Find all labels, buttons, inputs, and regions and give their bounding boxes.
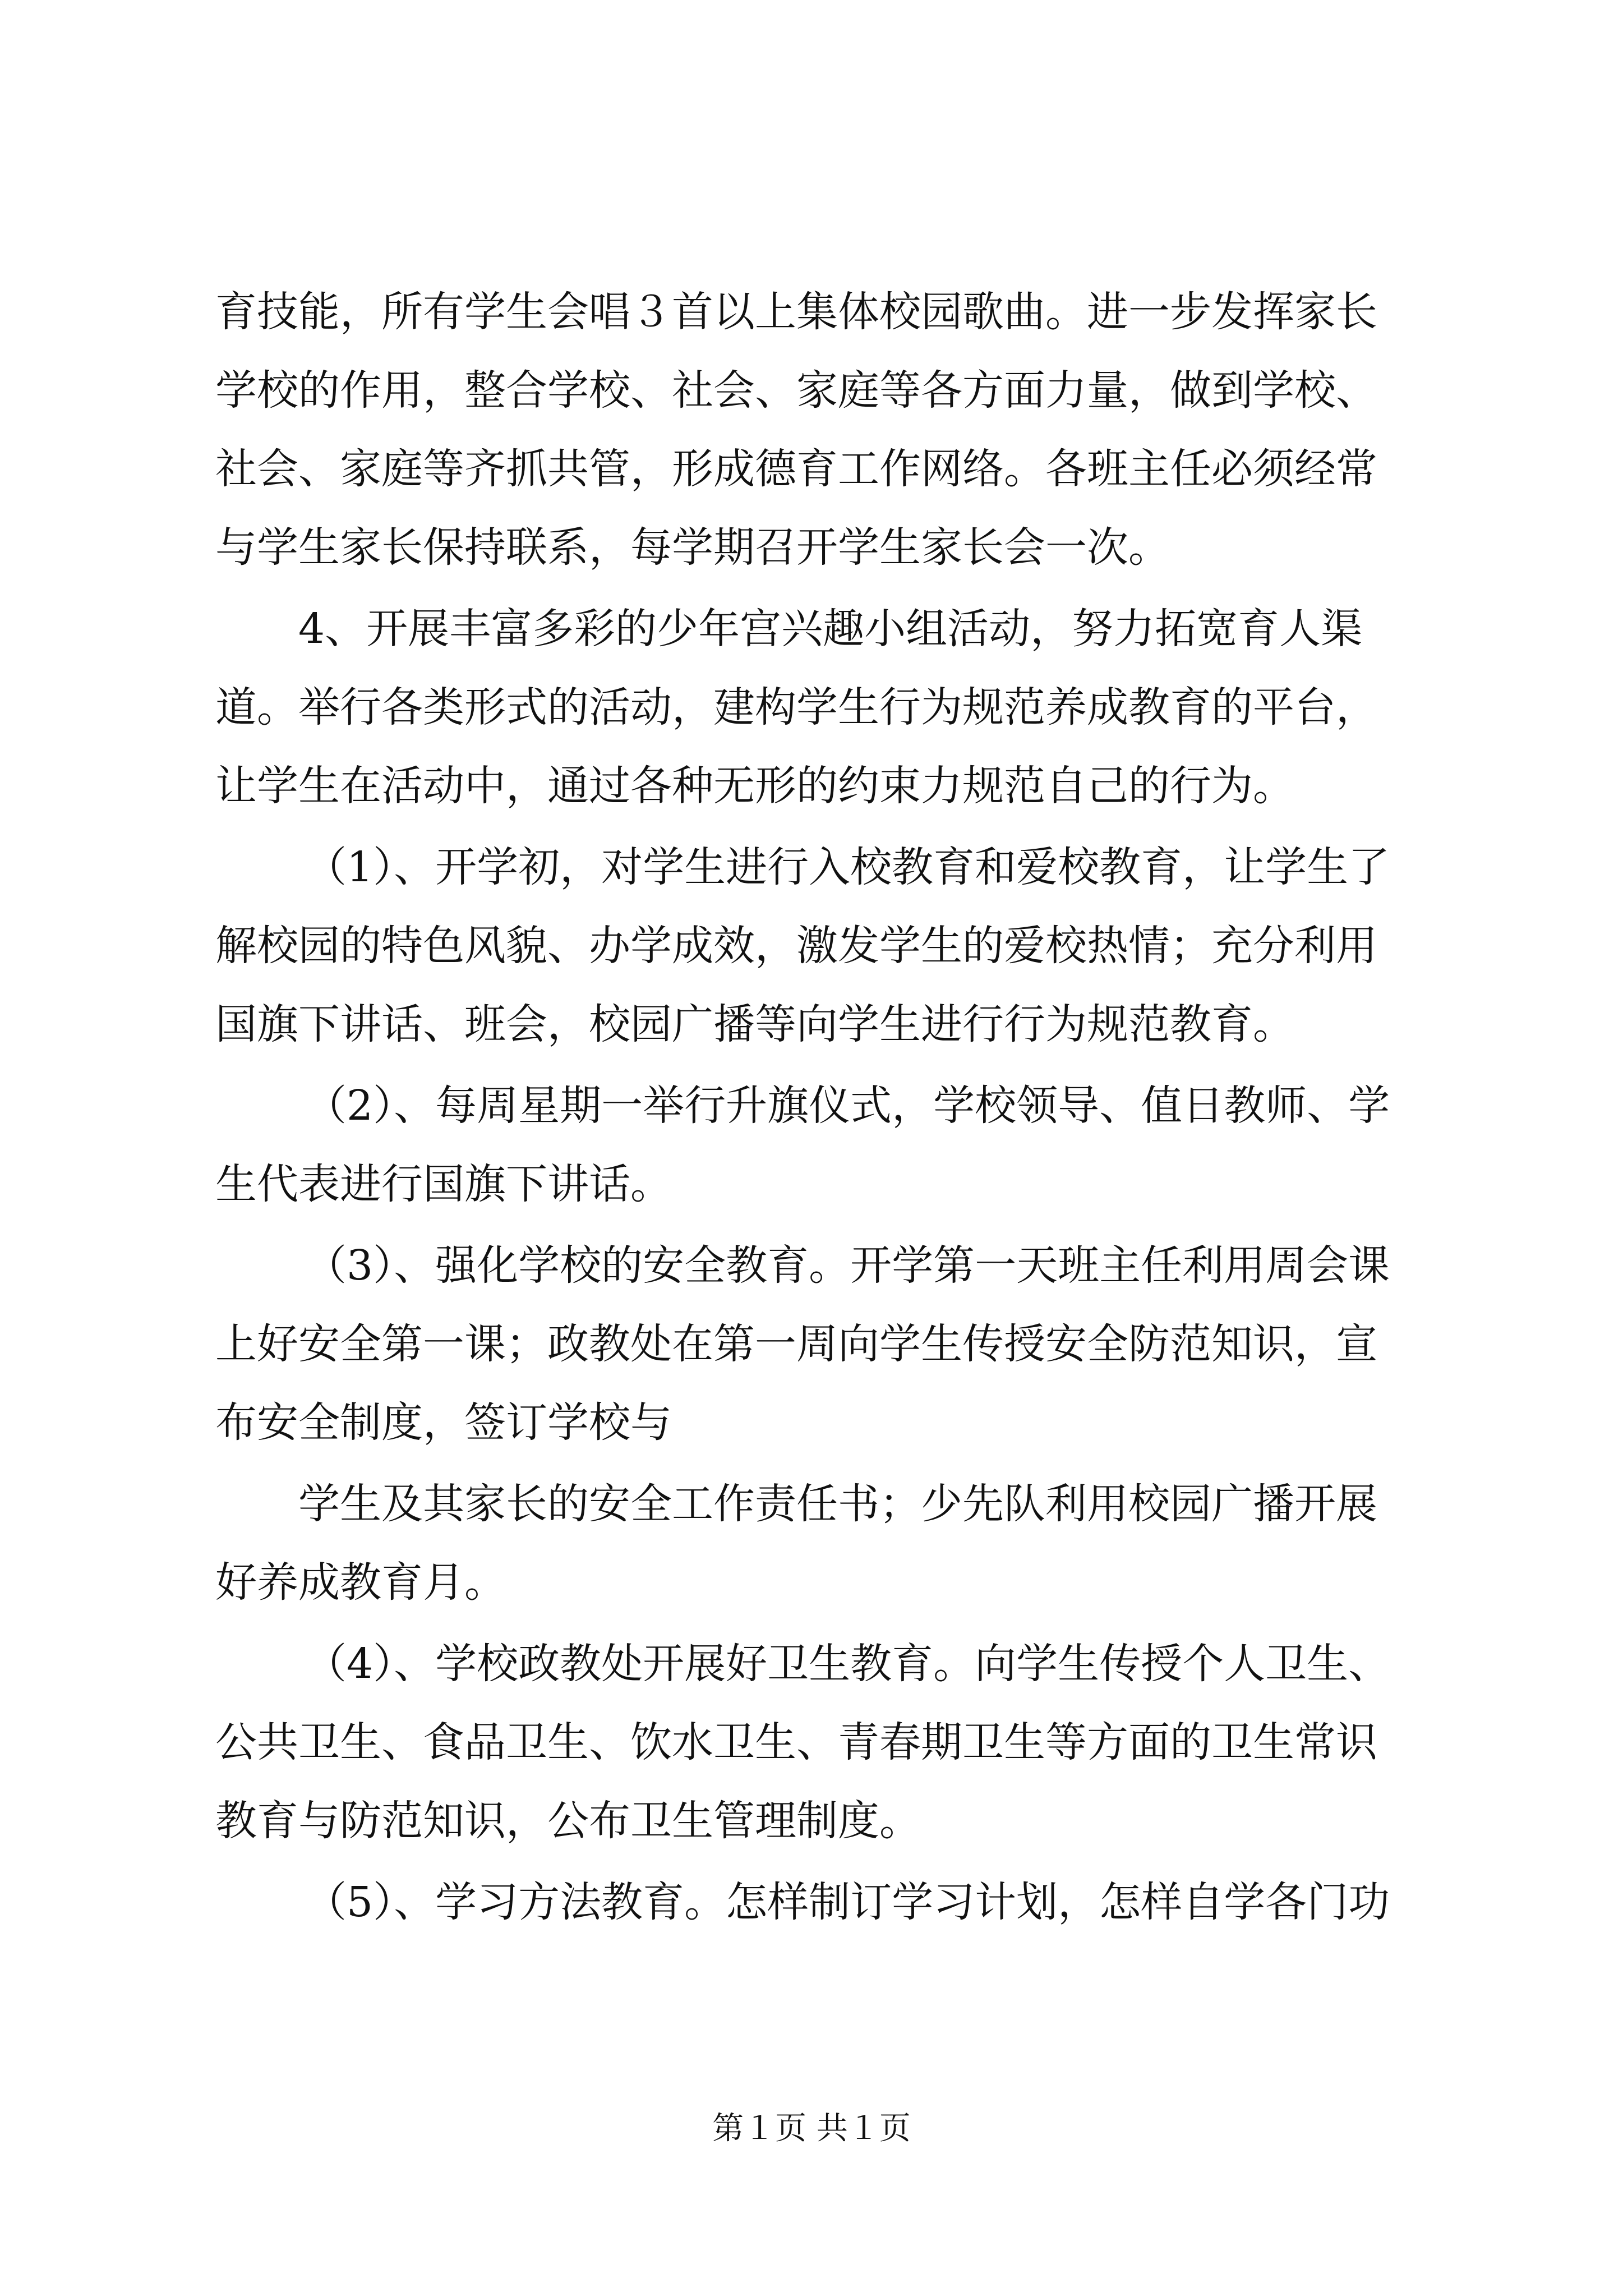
text-line: 国旗下讲话、班会，校园广播等向学生进行行为规范教育。 bbox=[215, 1000, 1294, 1048]
text-line: 社会、家庭等齐抓共管，形成德育工作网络。各班主任必须经常 bbox=[215, 445, 1377, 493]
text-line: （3）、强化学校的安全教育。开学第一天班主任利用周会课 bbox=[305, 1241, 1390, 1290]
text-line: （1）、开学初，对学生进行入校教育和爱校教育，让学生了 bbox=[305, 843, 1390, 891]
page-number-footer: 第１页 共１页 bbox=[712, 2110, 911, 2147]
text-line: 布安全制度，签订学校与 bbox=[215, 1398, 672, 1447]
text-line: 公共卫生、食品卫生、饮水卫生、青春期卫生等方面的卫生常识 bbox=[215, 1718, 1377, 1766]
text-line: 生代表进行国旗下讲话。 bbox=[215, 1160, 672, 1208]
text-line: 让学生在活动中，通过各种无形的约束力规范自己的行为。 bbox=[215, 762, 1294, 810]
text-line: 上好安全第一课；政教处在第一周向学生传授安全防范知识，宣 bbox=[215, 1320, 1377, 1368]
text-line: （4）、学校政教处开展好卫生教育。向学生传授个人卫生、 bbox=[305, 1640, 1390, 1688]
text-line: （5）、学习方法教育。怎样制订学习计划，怎样自学各门功 bbox=[305, 1878, 1390, 1926]
text-line: 学校的作用，整合学校、社会、家庭等各方面力量，做到学校、 bbox=[215, 366, 1377, 415]
text-line: 4、开展丰富多彩的少年宫兴趣小组活动，努力拓宽育人渠 bbox=[298, 605, 1363, 653]
text-line: （2）、每周星期一举行升旗仪式，学校领导、值日教师、学 bbox=[305, 1082, 1390, 1130]
text-line: 学生及其家长的安全工作责任书；少先队利用校园广播开展 bbox=[298, 1480, 1377, 1528]
text-line: 好养成教育月。 bbox=[215, 1558, 506, 1607]
text-line: 育技能，所有学生会唱３首以上集体校园歌曲。进一步发挥家长 bbox=[215, 288, 1377, 336]
text-line: 道。举行各类形式的活动，建构学生行为规范养成教育的平台， bbox=[215, 683, 1377, 731]
text-line: 解校园的特色风貌、办学成效，激发学生的爱校热情；充分利用 bbox=[215, 922, 1377, 970]
text-line: 与学生家长保持联系，每学期召开学生家长会一次。 bbox=[215, 523, 1170, 572]
text-line: 教育与防范知识，公布卫生管理制度。 bbox=[215, 1797, 921, 1845]
